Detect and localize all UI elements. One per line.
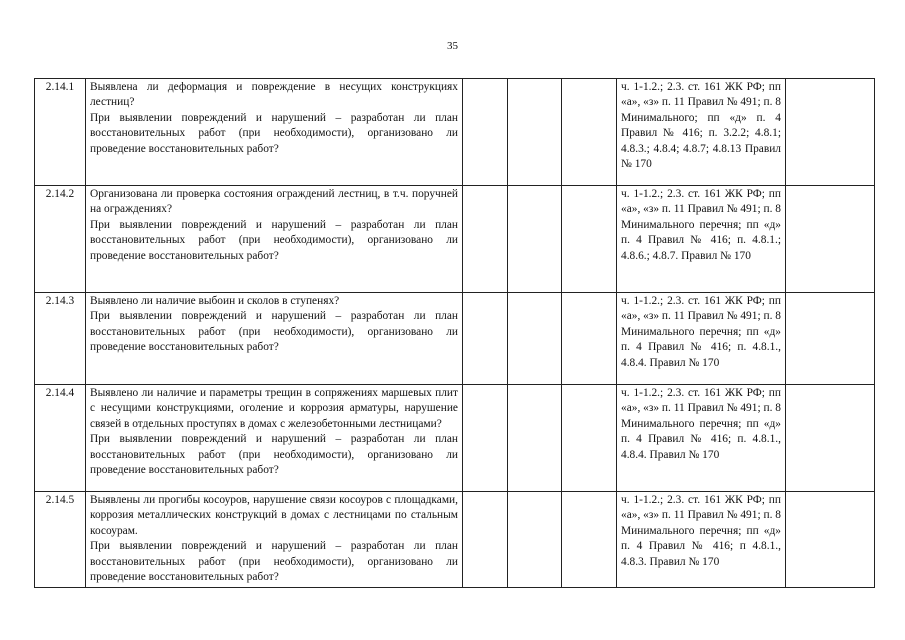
row-number: 2.14.2: [35, 186, 86, 293]
followup-text: При выявлении повреждений и нарушений – разработан ли план восстановительных работ (при необходимости), организовано ли проведение восстановительных работ?: [90, 310, 458, 354]
followup-text: При выявлении повреждений и нарушений – разработан ли план восстановительных работ (при необходимости), организовано ли проведение восстановительных работ?: [90, 218, 458, 262]
question-cell: [86, 492, 463, 588]
question-text: Выявлено ли наличие выбоин и сколов в ступенях?: [90, 295, 340, 307]
answer-na-cell[interactable]: [562, 492, 617, 588]
row-number: 2.14.4: [35, 385, 86, 492]
answer-no-cell[interactable]: [508, 186, 562, 293]
question-cell: [86, 293, 463, 385]
followup-text: При выявлении повреждений и нарушений – разработан ли план восстановительных работ (при необходимости), организовано ли проведение восстановительных работ?: [90, 111, 458, 155]
reference-cell: ч. 1-1.2.; 2.3. ст. 161 ЖК РФ; пп «а», «з» п. 11 Правил № 491; п. 8 Минимального; пп «д» п. 4 Правил № 416; п. 3.2.2; 4.8.1; 4.8.3.; 4.8.4; 4.8.7; 4.8.13 Правил № 170: [617, 79, 786, 186]
question-cell: [86, 385, 463, 492]
table-row: [35, 385, 875, 492]
answer-na-cell[interactable]: [562, 79, 617, 186]
row-number: 2.14.1: [35, 79, 86, 186]
table-row: [35, 79, 875, 186]
followup-text: При выявлении повреждений и нарушений – разработан ли план восстановительных работ (при необходимости), организовано ли проведение восстановительных работ?: [90, 433, 458, 477]
answer-yes-cell[interactable]: [463, 186, 508, 293]
checklist-rows: [35, 79, 875, 588]
reference-cell: ч. 1-1.2.; 2.3. ст. 161 ЖК РФ; пп «а», «з» п. 11 Правил № 491; п. 8 Минимального перечня; пп «д» п. 4 Правил № 416; п. 4.8.1.; 4.8.6.; 4.8.7. Правил № 170: [617, 186, 786, 293]
answer-yes-cell[interactable]: [463, 293, 508, 385]
answer-yes-cell[interactable]: [463, 385, 508, 492]
page-number: 35: [447, 40, 458, 52]
question-text: Организована ли проверка состояния ограждений лестниц, в т.ч. поручней на ограждениях?: [90, 188, 458, 216]
table-row: [35, 186, 875, 293]
question-text: Выявлены ли прогибы косоуров, нарушение связи косоуров с площадками, коррозия металлических конструкций в домах с лестницами по стальным косоурам.: [90, 494, 458, 537]
reference-cell: ч. 1-1.2.; 2.3. ст. 161 ЖК РФ; пп «а», «з» п. 11 Правил № 491; п. 8 Минимального перечня; пп «д» п. 4 Правил № 416; п. 4.8.1., 4.8.4. Правил № 170: [617, 385, 786, 492]
answer-yes-cell[interactable]: [463, 492, 508, 588]
note-cell[interactable]: [786, 492, 875, 588]
answer-na-cell[interactable]: [562, 293, 617, 385]
question-text: Выявлена ли деформация и повреждение в несущих конструкциях лестниц?: [90, 81, 458, 109]
row-number: 2.14.3: [35, 293, 86, 385]
note-cell[interactable]: [786, 79, 875, 186]
table-row: [35, 492, 875, 588]
answer-no-cell[interactable]: [508, 293, 562, 385]
answer-na-cell[interactable]: [562, 385, 617, 492]
table-row: [35, 293, 875, 385]
answer-yes-cell[interactable]: [463, 79, 508, 186]
note-cell[interactable]: [786, 293, 875, 385]
question-cell: [86, 186, 463, 293]
followup-text: При выявлении повреждений и нарушений – разработан ли план восстановительных работ (при необходимости), организовано ли проведение восстановительных работ?: [90, 540, 458, 584]
answer-na-cell[interactable]: [562, 186, 617, 293]
answer-no-cell[interactable]: [508, 79, 562, 186]
checklist-table: [34, 78, 875, 588]
row-number: 2.14.5: [35, 492, 86, 588]
note-cell[interactable]: [786, 186, 875, 293]
answer-no-cell[interactable]: [508, 385, 562, 492]
question-text: Выявлено ли наличие и параметры трещин в сопряжениях маршевых плит с несущими конструкциями, оголение и коррозия арматуры, нарушение связей в отдельных проступях в домах с железобетонными лестницами?: [90, 387, 458, 430]
reference-cell: ч. 1-1.2.; 2.3. ст. 161 ЖК РФ; пп «а», «з» п. 11 Правил № 491; п. 8 Минимального перечня; пп «д» п. 4 Правил № 416; п 4.8.1., 4.8.3. Правил № 170: [617, 492, 786, 588]
answer-no-cell[interactable]: [508, 492, 562, 588]
reference-cell: ч. 1-1.2.; 2.3. ст. 161 ЖК РФ; пп «а», «з» п. 11 Правил № 491; п. 8 Минимального перечня; пп «д» п. 4 Правил № 416; п. 4.8.1., 4.8.4. Правил № 170: [617, 293, 786, 385]
note-cell[interactable]: [786, 385, 875, 492]
question-cell: [86, 79, 463, 186]
